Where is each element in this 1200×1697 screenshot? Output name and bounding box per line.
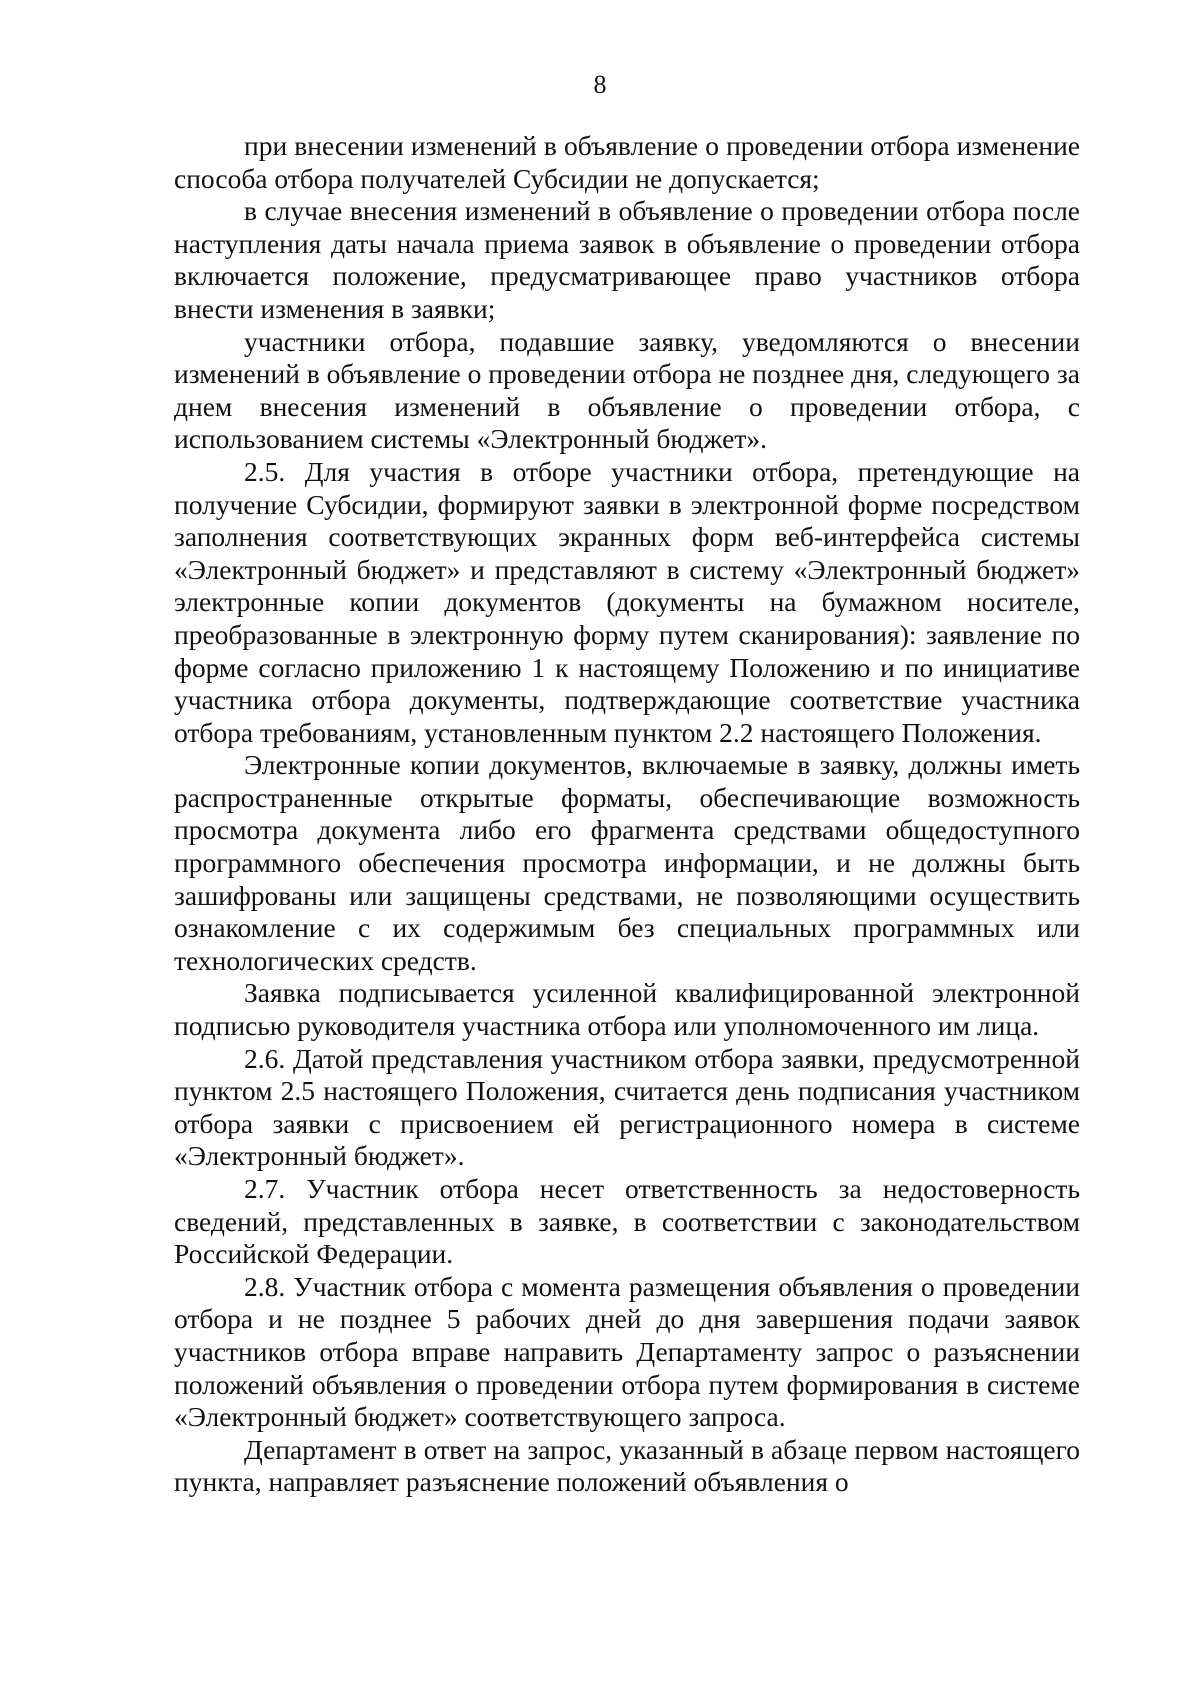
paragraph: в случае внесения изменений в объявление о проведении отбора после наступления даты начала приема заявок в объявление о проведении отбора включается положение, предусматривающее право участников отбора внести изменения в заявки; [174, 195, 1080, 324]
paragraph-2-5: 2.5. Для участия в отборе участники отбора, претендующие на получение Субсидии, формируют заявки в электронной форме посредством заполнения соответствующих экранных форм веб-интерфейса системы «Электронный бюджет» и представляют в систему «Электронный бюджет» электронные копии документов (документы на бумажном носителе, преобразованные в электронную форму путем сканирования): заявление по форме согласно приложению 1 к настоящему Положению и по инициативе участника отбора документы, подтверждающие соответствие участника отбора требованиям, установленным пунктом 2.2 настоящего Положения. [174, 455, 1080, 748]
paragraph: при внесении изменений в объявление о проведении отбора изменение способа отбора получателей Субсидии не допускается; [174, 130, 1080, 194]
paragraph-2-8: 2.8. Участник отбора с момента размещения объявления о проведении отбора и не позднее 5 рабочих дней до дня завершения подачи заявок участников отбора вправе направить Департаменту запрос о разъяснении положений объявления о проведении отбора путем формирования в системе «Электронный бюджет» соответствующего запроса. [174, 1270, 1080, 1433]
paragraph: Департамент в ответ на запрос, указанный в абзаце первом настоящего пункта, направляет разъяснение положений объявления о [174, 1433, 1080, 1498]
paragraph: участники отбора, подавшие заявку, уведомляются о внесении изменений в объявление о проведении отбора не позднее дня, следующего за днем внесения изменений в объявление о проведении отбора, с использованием системы «Электронный бюджет». [174, 325, 1080, 455]
paragraph-2-7: 2.7. Участник отбора несет ответственность за недостоверность сведений, представленных в заявке, в соответствии с законодательством Российской Федерации. [174, 1173, 1080, 1270]
paragraph: Заявка подписывается усиленной квалифицированной электронной подписью руководителя участника отбора или уполномоченного им лица. [174, 977, 1080, 1042]
paragraph-2-6: 2.6. Датой представления участником отбора заявки, предусмотренной пунктом 2.5 настоящего Положения, считается день подписания участником отбора заявки с присвоением ей регистрационного номера в системе «Электронный бюджет». [174, 1042, 1080, 1172]
paragraph: Электронные копии документов, включаемые в заявку, должны иметь распространенные открытые форматы, обеспечивающие возможность просмотра документа либо его фрагмента средствами общедоступного программного обеспечения просмотра информации, и не должны быть зашифрованы или защищены средствами, не позволяющими осуществить ознакомление с их содержимым без специальных программных или технологических средств. [174, 749, 1080, 976]
page-number: 8 [593, 70, 607, 99]
document-body [174, 130, 1080, 1499]
